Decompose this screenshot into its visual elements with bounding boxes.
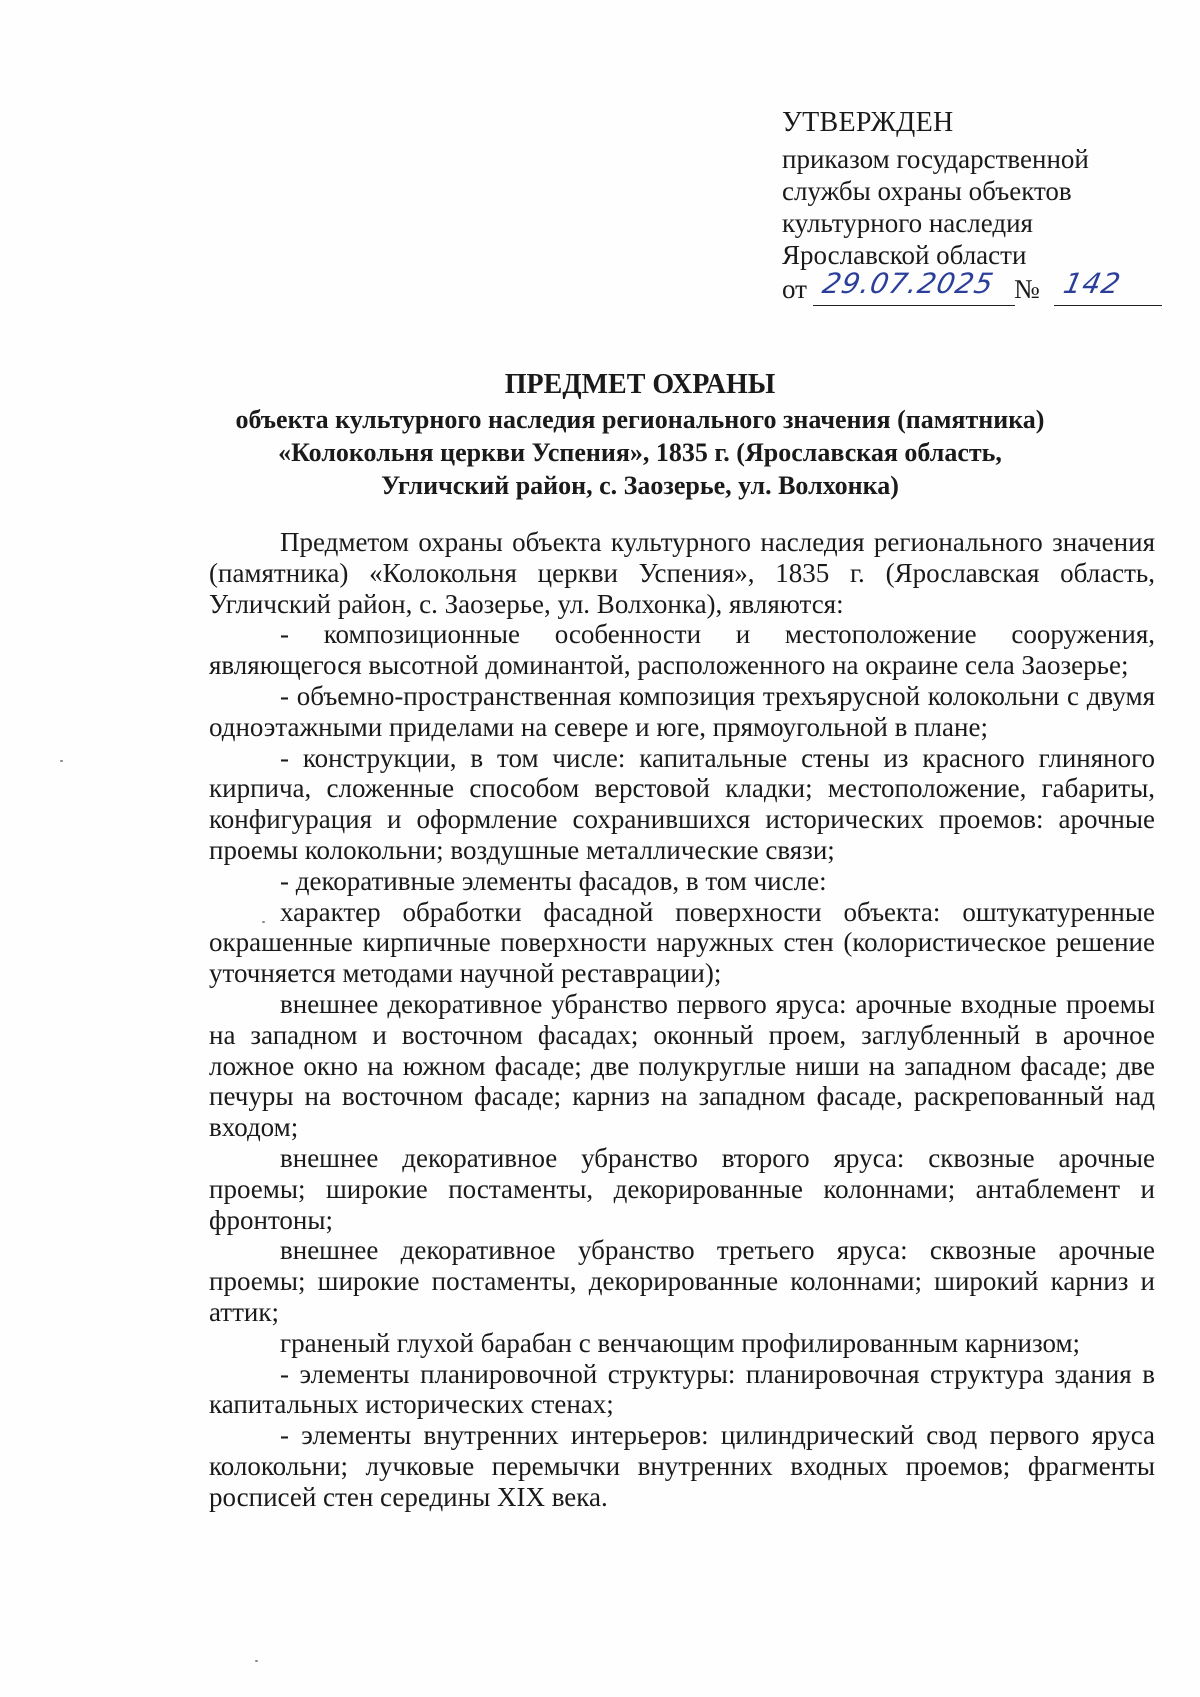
body-paragraph: - элементы внутренних интерьеров: цилиндрический свод первого яруса колокольни; лучковые перемычки внутренних входных проемов; фрагменты росписей стен середины XIX века. bbox=[209, 1420, 1155, 1512]
handwritten-date: 29.07.2025 bbox=[819, 267, 997, 300]
scan-speck bbox=[262, 921, 265, 923]
handwritten-number: 142 bbox=[1060, 267, 1125, 300]
order-number-field bbox=[1054, 267, 1162, 306]
number-prefix-label: № bbox=[1014, 274, 1040, 304]
body-paragraph: внешнее декоративное убранство первого яруса: арочные входные проемы на западном и восточном фасадах; оконный проем, заглубленный в арочное ложное окно на южном фасаде; две полукруглые ниши на западном фасаде; две печуры на восточном фасаде; карниз на западном фасаде, раскрепованный над входом; bbox=[209, 988, 1155, 1143]
document-title-block bbox=[200, 368, 1080, 502]
body-paragraph: характер обработки фасадной поверхности объекта: оштукатуренные окрашенные кирпичные поверхности наружных стен (колористическое решение уточняется методами научной реставрации); bbox=[209, 896, 1155, 989]
body-paragraph: внешнее декоративное убранство третьего яруса: сквозные арочные проемы; широкие постаменты, декорированные колоннами; широкий карниз и аттик; bbox=[209, 1235, 1155, 1327]
body-paragraph: - декоративные элементы фасадов, в том числе: bbox=[280, 865, 827, 896]
order-date-field bbox=[813, 267, 1015, 306]
body-paragraph: - композиционные особенности и местоположение сооружения, являющегося высотной доминантой, расположенного на окраине села Заозерье; bbox=[209, 619, 1155, 681]
body-paragraph: граненый глухой барабан с венчающим профилированным карнизом; bbox=[280, 1327, 1081, 1358]
order-date-number-line bbox=[782, 267, 1182, 307]
approval-line: приказом государственной bbox=[782, 144, 1089, 174]
scan-speck bbox=[60, 760, 63, 762]
page-title: ПРЕДМЕТ ОХРАНЫ bbox=[504, 369, 776, 400]
title-subline: объекта культурного наследия регионального значения (памятника) bbox=[235, 405, 1045, 434]
approval-stamp-block bbox=[782, 107, 1182, 307]
title-subline: «Колокольня церкви Успения», 1835 г. (Ярославская область, bbox=[278, 438, 1002, 467]
approval-line: Ярославской области bbox=[782, 240, 1027, 270]
approval-line: службы охраны объектов bbox=[782, 176, 1072, 206]
body-paragraph: Предметом охраны объекта культурного наследия регионального значения (памятника) «Колокольня церкви Успения», 1835 г. (Ярославская область, Угличский район, с. Заозерье, ул. Волхонка), являются: bbox=[209, 527, 1155, 619]
title-subline: Угличский район, с. Заозерье, ул. Волхонка) bbox=[381, 471, 899, 500]
body-paragraph: - объемно-пространственная композиция трехъярусной колокольни с двумя одноэтажными приделами на севере и юге, прямоугольной в плане; bbox=[209, 680, 1155, 742]
body-paragraph: - элементы планировочной структуры: планировочная структура здания в капитальных исторических стенах; bbox=[209, 1358, 1155, 1420]
document-body bbox=[209, 527, 1155, 1513]
approval-line: культурного наследия bbox=[782, 208, 1033, 238]
body-paragraph: внешнее декоративное убранство второго яруса: сквозные арочные проемы; широкие постаменты, декорированные колоннами; антаблемент и фронтоны; bbox=[209, 1142, 1155, 1235]
scan-speck bbox=[255, 1660, 258, 1662]
approval-heading: УТВЕРЖДЕН bbox=[782, 107, 954, 138]
date-prefix-label: от bbox=[782, 274, 807, 304]
body-paragraph: - конструкции, в том числе: капитальные стены из красного глиняного кирпича, сложенные способом верстовой кладки; местоположение, габариты, конфигурация и оформление сохранившихся исторических проемов: арочные проемы колокольни; воздушные металлические связи; bbox=[209, 742, 1155, 865]
